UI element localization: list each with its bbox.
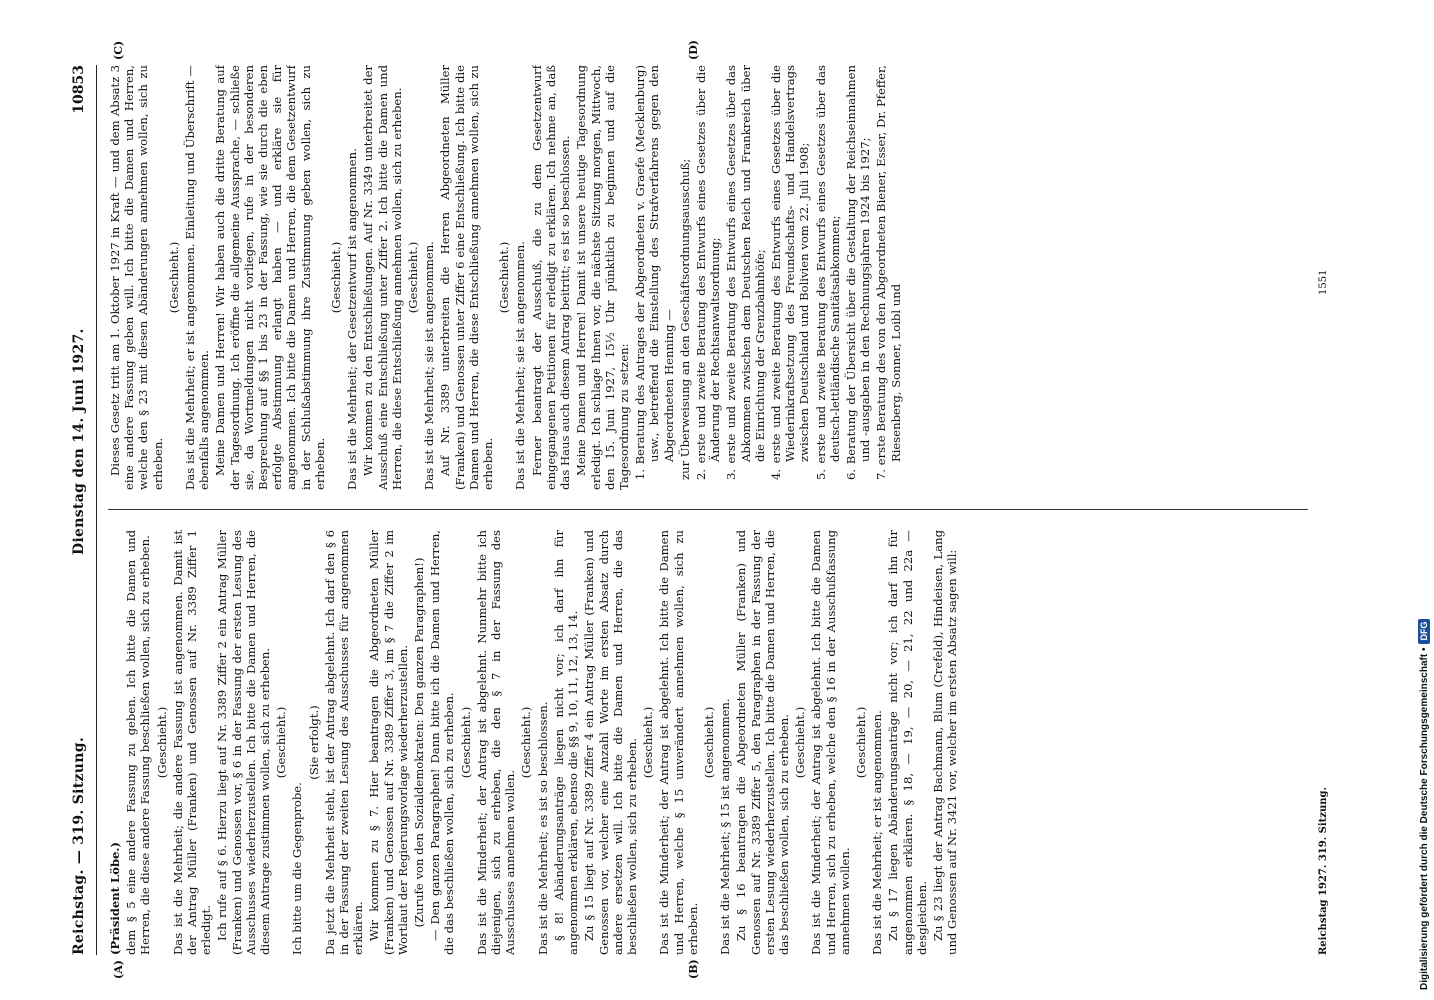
stage-direction: (Geschieht.) xyxy=(497,241,512,314)
running-head-left: Reichstag. — 319. Sitzung. xyxy=(71,736,87,955)
margin-mark-d: (D) xyxy=(687,40,700,60)
paragraph: Das ist die Mehrheit; er ist angenommen. xyxy=(870,710,885,955)
digitization-text: Digitalisierung gefördert durch die Deutsche Forschungsgemeinschaft • xyxy=(1418,647,1430,990)
paragraph: 4. erste und zweite Beratung des Entwurfs eines Gesetzes über die Wiederinkraftsetzung des Freundschafts- und Handelsvertrags zwischen Deutschland und Bolivien vom 22. Juli 1908; xyxy=(768,65,812,480)
stage-direction: (Zurufe von den Sozialdemokraten: Den ganzen Paragraphen!) xyxy=(412,557,427,928)
paragraph: Meine Damen und Herren! Wir haben auch die dritte Beratung auf der Tagesordnung. Ich eröffne die allgemeine Aussprache, — schließe sie, da Wortmeldungen nicht vorliegen, rufe in der besonderen Besprechung auf §§ 1 bis 23 in der Fassung, wie sie durch die eben erfolgte Abstimmung erlangt haben — und erkläre sie für angenommen. Ich bitte die Damen und Herren, die dem Gesetzentwurf in der Schlußabstimmung ihre Zustimmung geben wollen, sich zu erheben. xyxy=(213,65,327,490)
paragraph: Das ist die Mehrheit; sie ist angenommen. xyxy=(513,241,528,490)
paragraph: Meine Damen und Herren! Damit ist unsere heutige Tagesordnung erledigt. Ich schlage Ihnen vor, die nächste Sitzung morgen, Mittwoch, den 15. Juni 1927, 15½ Uhr pünktlich zu beginnen und auf die Tagesordnung zu setzen: xyxy=(574,65,631,490)
stage-direction: (Geschieht.) xyxy=(154,706,169,779)
paragraph: — Den ganzen Paragraphen! Dann bitte ich die Damen und Herren, die das beschließen wollen, sich zu erheben. xyxy=(428,530,457,955)
paragraph: Das ist die Mehrheit; sie ist angenommen. xyxy=(422,241,437,490)
paragraph: 3. erste und zweite Beratung des Entwurfs eines Gesetzes über das Abkommen zwischen dem Deutschen Reich und Frankreich über die Einrichtung der Grenzbahnhöfe; xyxy=(724,65,767,480)
paragraph: Wir kommen zu § 7. Hier beantragen die Abgeordneten Müller (Franken) und Genossen auf Nr. 3389 Ziffer 3, im § 7 die Ziffer 2 im Wortlaut der Regierungsvorlage wiederherzustellen. xyxy=(367,530,410,955)
margin-mark-c: (C) xyxy=(112,40,125,60)
paragraph: § 8! Abänderungsanträge liegen nicht vor; ich darf ihn für angenommen erklären, ebenso die §§ 9, 10, 11, 12, 13, 14. xyxy=(551,530,581,955)
paragraph: Zu § 17 liegen Abänderungsanträge nicht vor; ich darf ihn für angenommen erklären. § 18, — 19, — 20, — 21, 22 und 22a — desgleichen. xyxy=(886,530,929,955)
rotated-document-page xyxy=(71,40,1332,979)
paragraph: Da jetzt die Mehrheit steht, ist der Antrag abgelehnt. Ich darf den § 6 in der Fassung der zweiten Lesung des Ausschusses für angenommen erklären. xyxy=(322,530,366,955)
margin-mark-a: (A) xyxy=(112,960,125,979)
stage-direction: (Geschieht.) xyxy=(793,706,808,779)
digitization-note xyxy=(1418,619,1430,990)
paragraph: 7. erste Beratung des von den Abgeordneten Biener, Esser, Dr. Pfeffer, Riesenberg, Sonner, Loibl und xyxy=(874,65,903,480)
paragraph: 6. Beratung der Übersicht über die Gestaltung der Reichseinnahmen und -ausgaben in den Rechnungsjahren 1924 bis 1927; xyxy=(843,65,873,480)
page-header xyxy=(72,65,97,955)
paragraph: 5. erste und zweite Beratung des Entwurfs eines Gesetzes über das deutsch-lettländische Sanitätsabkommen; xyxy=(813,65,842,480)
paragraph: Das ist die Mehrheit; er ist angenommen. Einleitung und Überschrift — ebenfalls angenommen. xyxy=(183,65,212,490)
margin-mark-b: (B) xyxy=(687,959,700,979)
paragraph: Ferner beantragt der Ausschuß, die zu dem Gesetzentwurf eingegangenen Petitionen für erledigt zu erklären. Ich nehme an, daß das Haus auch diesem Antrag beitritt; es ist so beschlossen. xyxy=(529,65,573,490)
paragraph: Das ist die Minderheit; der Antrag ist abgelehnt. Ich bitte die Damen und Herren, welche § 15 unverändert annehmen wollen, sich zu erheben. xyxy=(657,530,700,955)
paragraph: 1. Beratung des Antrages der Abgeordneten v. Graefe (Mecklenburg) usw., betreffend die Einstellung des Strafverfahrens gegen den Abgeordneten Henning — xyxy=(633,65,676,480)
stage-direction: (Geschieht.) xyxy=(701,706,716,779)
left-text-column xyxy=(108,530,1323,955)
paragraph: Zu § 23 liegt der Antrag Bachmann, Blum (Crefeld), Hindeisen, Lang und Genossen auf Nr. 3421 vor, welcher im ersten Absatz sagen will: xyxy=(930,530,960,955)
page-number: 10853 xyxy=(71,65,87,114)
running-head-date: Dienstag den 14. Juni 1927. xyxy=(71,328,87,555)
paragraph: Wir kommen zu den Entschließungen. Auf Nr. 3349 unterbreitet der Ausschuß eine Entschließung unter Ziffer 2. Ich bitte die Damen und Herren, die diese Entschließung annehmen wollen, sich zu erheben. xyxy=(361,65,404,490)
paragraph: Das ist die Mehrheit; § 15 ist angenommen. xyxy=(718,698,733,955)
stage-direction: (Geschieht.) xyxy=(274,706,289,779)
paragraph: Auf Nr. 3389 unterbreiten die Herren Abgeordneten Müller (Franken) und Genossen unter Ziffer 6 eine Entschließung. Ich bitte die Damen und Herren, die diese Entschließung annehmen wollen, sich zu erheben. xyxy=(438,65,496,490)
speaker-label: (Präsident Löbe.) xyxy=(108,842,122,955)
stage-direction: (Geschieht.) xyxy=(406,241,421,314)
paragraph: Zu § 15 liegt auf Nr. 3389 Ziffer 4 ein Antrag Müller (Franken) und Genossen vor, welcher eine Anzahl Worte im ersten Absatz durch andere ersetzen will. Ich bitte die Damen und Herren, die das beschließen wollen, sich zu erheben. xyxy=(582,530,639,955)
footer-publication: Reichstag 1927. 319. Sitzung. xyxy=(1318,787,1329,955)
paragraph: Ich bitte um die Gegenprobe. xyxy=(290,782,305,955)
paragraph: Ich rufe auf § 6. Hierzu liegt auf Nr. 3389 Ziffer 2 ein Antrag Müller (Franken) und Genossen vor, § 6 in der Fassung der ersten Lesung des Ausschusses wiederherzustellen. Ich bitte die Damen und Herren, die diesem Antrage zustimmen wollen, sich zu erheben. xyxy=(215,530,273,955)
paragraph: Das ist die Mehrheit; die andere Fassung ist angenommen. Damit ist der Antrag Müller (Franken) und Genossen auf Nr. 3389 Ziffer 1 erledigt. xyxy=(170,530,214,955)
paragraph: Dieses Gesetz tritt am 1. Oktober 1927 in Kraft — und dem Absatz 3 eine andere Fassung geben will. Ich bitte die Damen und Herren, welche den § 23 mit diesen Abänderungen annehmen wollen, sich zu erheben. xyxy=(108,65,165,490)
stage-direction: (Sie erfolgt.) xyxy=(306,705,321,780)
dfg-logo: DFG xyxy=(1418,619,1430,644)
column-divider xyxy=(108,509,1308,510)
stage-direction: (Geschieht.) xyxy=(329,241,344,314)
stage-direction: (Geschieht.) xyxy=(458,706,473,779)
stage-direction: (Geschieht.) xyxy=(166,241,181,314)
paragraph: dem § 5 eine andere Fassung zu geben. Ich bitte die Damen und Herren, die diese andere Fassung beschließen wollen, sich zu erheben. xyxy=(124,530,153,955)
paragraph: Zu § 16 beantragen die Abgeordneten Müller (Franken) und Genossen auf Nr. 3389 Ziffer 5, den Paragraphen in der Fassung der ersten Lesung wiederherzustellen. Ich bitte die Damen und Herren, die das beschließen wollen, sich zu erheben. xyxy=(734,530,791,955)
paragraph: Das ist die Mehrheit; der Gesetzentwurf ist angenommen. xyxy=(345,148,360,490)
stage-direction: (Geschieht.) xyxy=(853,706,868,779)
stage-direction: (Geschieht.) xyxy=(641,706,656,779)
stage-direction: (Geschieht.) xyxy=(519,706,534,779)
paragraph: zur Überweisung an den Geschäftsordnungsausschuß; xyxy=(677,158,692,480)
paragraph: 2. erste und zweite Beratung des Entwurfs eines Gesetzes über die Änderung der Rechtsanwaltsordnung; xyxy=(693,65,723,480)
right-text-column xyxy=(108,65,1323,490)
paragraph: Das ist die Mehrheit; es ist so beschlossen. xyxy=(535,701,550,955)
paragraph: Das ist die Minderheit; der Antrag ist abgelehnt. Nunmehr bitte ich diejenigen, sich zu erheben, die den § 7 in der Fassung des Ausschusses annehmen wollen. xyxy=(474,530,518,955)
paragraph: Das ist die Minderheit; der Antrag ist abgelehnt. Ich bitte die Damen und Herren, sich zu erheben, welche den § 16 in der Ausschußfassung annehmen wollen. xyxy=(809,530,852,955)
footer-sheet-number: 1551 xyxy=(1318,269,1329,295)
